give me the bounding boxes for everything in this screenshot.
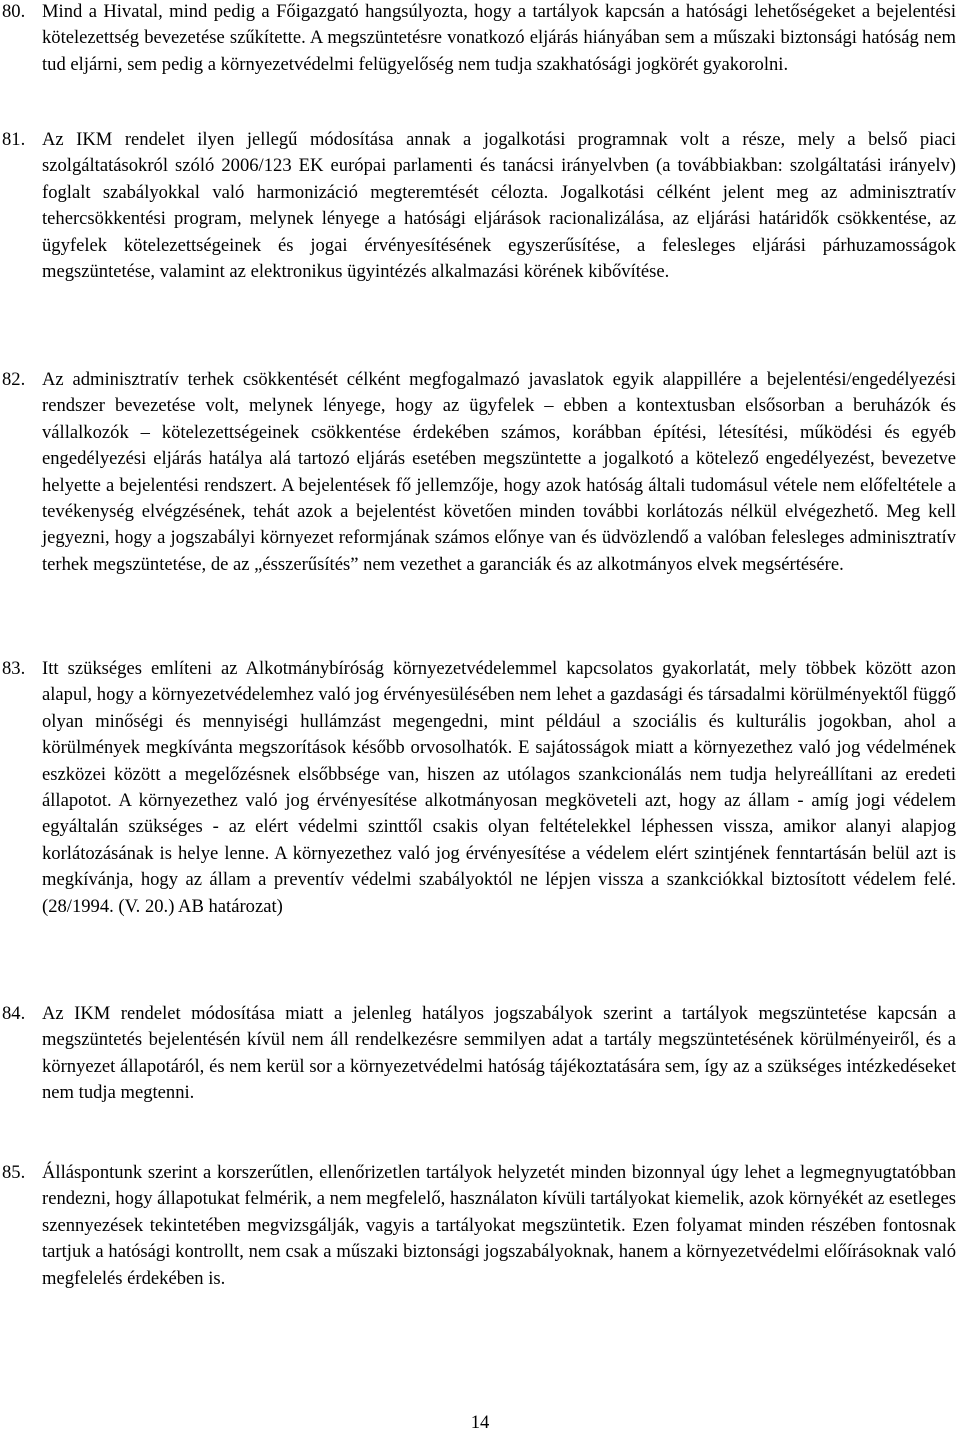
paragraph-text: Mind a Hivatal, mind pedig a Főigazgató hangsúlyozta, hogy a tartályok kapcsán a hatósági lehetőségeket a bejelentési kötelezettség bevezetése szűkítette. A megszüntetésre vonatkozó eljárás hiányában sem a műszaki biztonsági hatóság nem tud eljárni, sem pedig a környezetvédelmi felügyelőség nem tudja szakhatósági jogkörét gyakorolni. (42, 1, 956, 75)
paragraph-text: Az adminisztratív terhek csökkentését célként megfogalmazó javaslatok egyik alappillére a bejelentési/engedélyezési rendszer bevezetése volt, melynek lényege, hogy az ügyfelek – ebben a kontextusban elsősorban a beruházók és vállalkozók – kötelezettségeinek csökkentése érdekében számos, korábban építési, létesítési, működési és egyéb engedélyezési eljárás hatálya alá tartozó eljárás esetében megszüntette a jogalkotó a kötelező engedélyezést, bevezetve helyette a bejelentési rendszert. A bejelentések fő jellemzője, hogy azok hatóság általi tudomásul vétele nem előfeltétele a tevékenység elvégzésének, tehát azok a bejelentést követően minden további korlátozás nélkül elvégezhető. Meg kell jegyezni, hogy a jogszabályi környezet reformjának számos előnye van és üdvözlendő a valóban felesleges adminisztratív terhek megszüntetése, de az „ésszerűsítés” nem vezethet a garanciák és az alkotmányos elvek megsértésére. (42, 369, 956, 575)
paragraph-82 (0, 367, 956, 578)
paragraph-number: 84. (2, 1003, 26, 1024)
paragraph-number: 83. (2, 658, 26, 679)
paragraph-85 (0, 1160, 956, 1292)
paragraph-number: 81. (2, 129, 26, 150)
paragraph-number: 82. (2, 369, 26, 390)
paragraph-text: Álláspontunk szerint a korszerűtlen, ellenőrizetlen tartályok helyzetét minden bizonnyal úgy lehet a legmegnyugtatóbban rendezni, hogy állapotukat felmérik, a nem megfelelő, használaton kívüli tartályokat kiemelik, azok környékét az esetleges szennyezések tekintetében megvizsgálják, vagyis a tartályokat megszüntetik. Ezen folyamat minden részében fontosnak tartjuk a hatósági kontrollt, nem csak a műszaki biztonsági jogszabályoknak, hanem a környezetvédelmi előírásoknak való megfelelés érdekében is. (42, 1162, 956, 1289)
page-number: 14 (470, 1412, 490, 1433)
paragraph-number: 80. (2, 1, 26, 22)
paragraph-80 (0, 0, 956, 78)
paragraph-81 (0, 127, 956, 285)
paragraph-83 (0, 656, 956, 920)
paragraph-text: Az IKM rendelet ilyen jellegű módosítása annak a jogalkotási programnak volt a része, mely a belső piaci szolgáltatásokról szóló 2006/123 EK európai parlamenti és tanácsi irányelvben (a továbbiakban: szolgáltatási irányelv) foglalt szabályokkal való harmonizáció megteremtését célozta. Jogalkotási célként jelent meg az adminisztratív tehercsökkentési program, melynek lényege a hatósági eljárások racionalizálása, az eljárási határidők csökkentése, az ügyfelek kötelezettségeinek és jogai érvényesítésének egyszerűsítése, a felesleges eljárási párhuzamosságok megszüntetése, valamint az elektronikus ügyintézés alkalmazási körének kibővítése. (42, 129, 956, 283)
paragraph-text: Itt szükséges említeni az Alkotmánybíróság környezetvédelemmel kapcsolatos gyakorlatát, mely többek között azon alapul, hogy a környezetvédelemhez való jog érvényesülésében nem lehet a gazdasági és társadalmi körülményektől függő olyan minőségi és mennyiségi hullámzást megengedni, mint például a szociális és kulturális jogokban, ahol a körülmények megkívánta megszorítások később orvosolhatók. E sajátosságok miatt a környezethez való jog védelmének eszközei között a megelőzésnek elsőbbsége van, hiszen az utólagos szankcionálás nem tudja helyreállítani az eredeti állapotot. A környezethez való jog érvényesítése alkotmányosan megköveteli azt, hogy az állam - amíg jogi védelem egyáltalán szükséges - az elért védelmi szinttől csakis olyan feltételekkel léphessen vissza, amikor alanyi alapjog korlátozásának is helye lenne. A környezethez való jog érvényesítése a védelem elért szintjének fenntartásán belül azt is megkívánja, hogy az állam a preventív védelmi szabályoktól ne lépjen vissza a szankciókkal biztosított védelem felé. (28/1994. (V. 20.) AB határozat) (42, 658, 956, 917)
paragraph-number: 85. (2, 1162, 26, 1183)
paragraph-text: Az IKM rendelet módosítása miatt a jelenleg hatályos jogszabályok szerint a tartályok megszüntetése kapcsán a megszüntetés bejelentésén kívül nem áll rendelkezésre semmilyen adat a tartály megszüntetésének körülményeiről, és a környezet állapotáról, és nem kerül sor a környezetvédelmi hatóság tájékoztatására sem, így az a szükséges intézkedéseket nem tudja megtenni. (42, 1003, 956, 1104)
paragraph-84 (0, 1001, 956, 1107)
